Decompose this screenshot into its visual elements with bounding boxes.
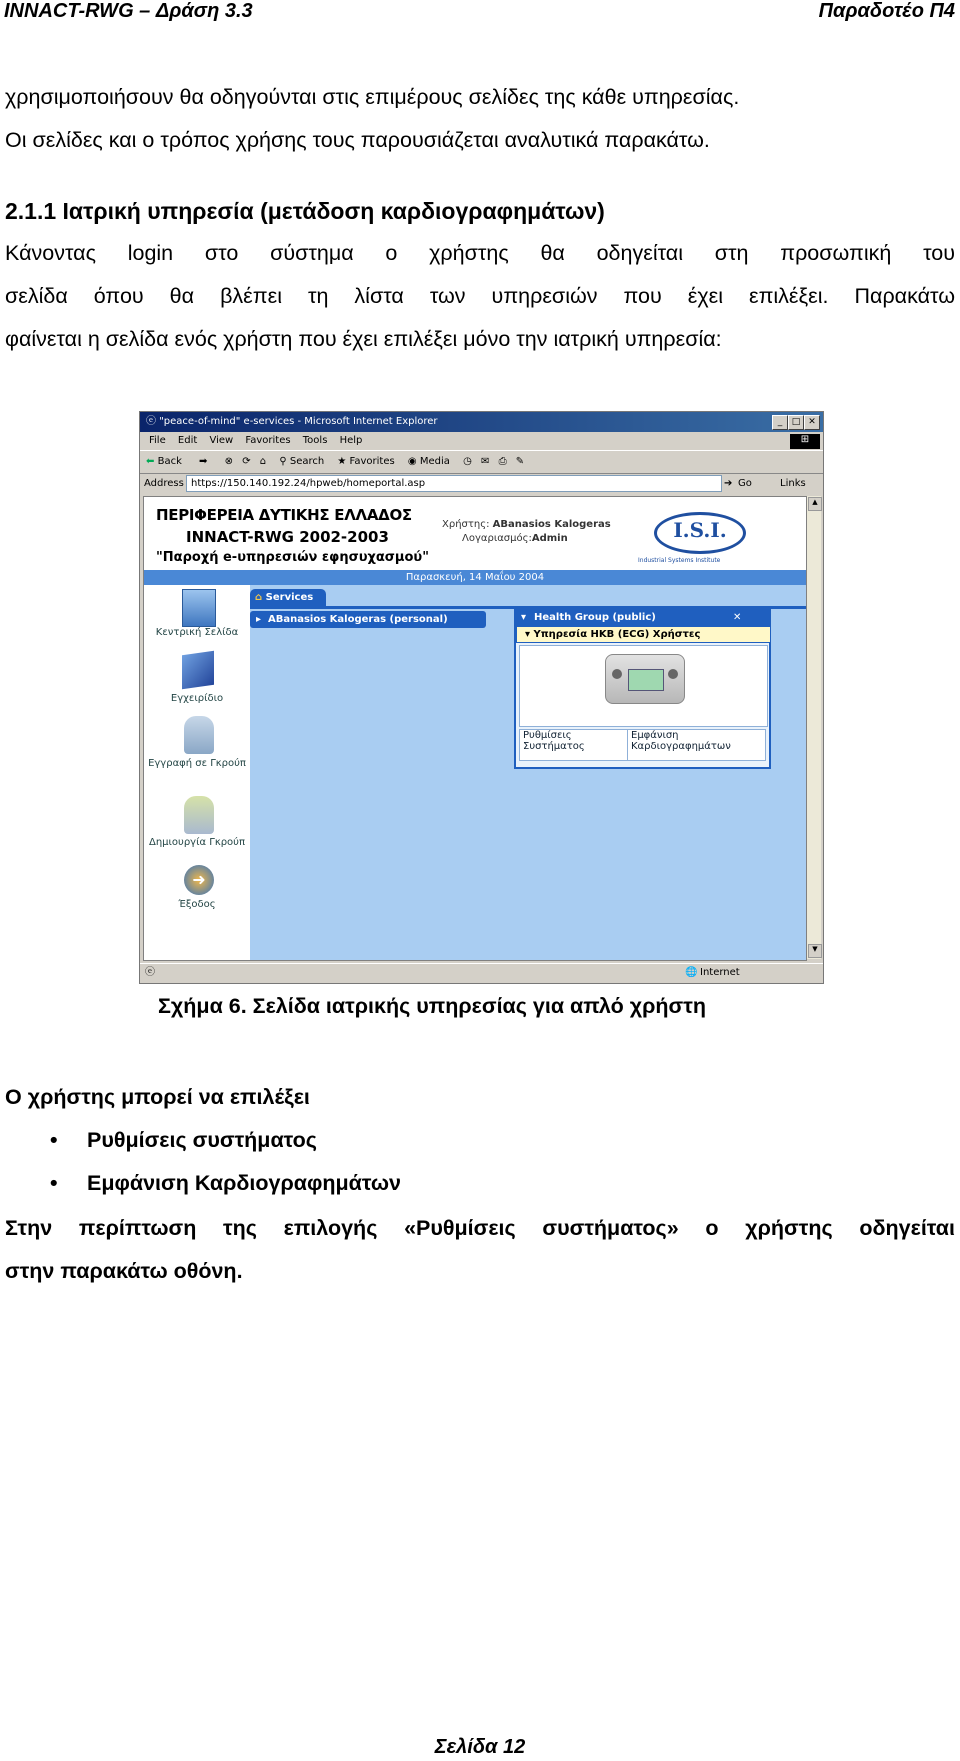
- search-button[interactable]: Search: [289, 456, 325, 467]
- user-info: [442, 519, 611, 530]
- back-arrow-icon[interactable]: ⬅: [146, 456, 155, 467]
- menu-edit[interactable]: Edit: [177, 435, 198, 446]
- menu-help[interactable]: Help: [339, 435, 363, 446]
- address-label: Address: [144, 478, 184, 489]
- ecg-knob-right: [668, 669, 678, 679]
- media-icon: ◉: [407, 456, 417, 467]
- vertical-scrollbar[interactable]: [807, 496, 821, 959]
- page-content: [143, 496, 807, 961]
- scroll-up-icon[interactable]: ▲: [808, 497, 822, 511]
- sidebar-item-home[interactable]: Κεντρική Σελίδα: [155, 627, 239, 638]
- services-tab[interactable]: [250, 589, 326, 606]
- menu-file[interactable]: File: [149, 435, 166, 446]
- bullet-item-1: Ρυθμίσεις συστήματος: [87, 1128, 317, 1152]
- bullet-marker-1: •: [50, 1128, 58, 1152]
- go-arrow-icon: ➔: [724, 478, 733, 489]
- system-settings-link[interactable]: Ρυθμίσεις Συστήματος: [519, 729, 628, 761]
- sidebar-item-manual[interactable]: Εγχειρίδιο: [170, 693, 224, 704]
- ecg-device-icon: [605, 654, 685, 704]
- user-label: Χρήστης:: [442, 519, 490, 530]
- menu-favorites[interactable]: Favorites: [245, 435, 291, 446]
- isi-logo: I.S.I.: [654, 512, 746, 554]
- intro-line-1: χρησιμοποιήσουν θα οδηγούνται στις επιμέρους σελίδες της κάθε υπηρεσίας.: [5, 85, 740, 109]
- menu-bar: [140, 432, 823, 450]
- bullet-marker-2: •: [50, 1171, 58, 1195]
- close-icon[interactable]: ✕: [804, 415, 820, 430]
- exit-icon[interactable]: ➜: [184, 865, 214, 895]
- forward-arrow-icon[interactable]: ➡: [199, 456, 208, 467]
- ecg-service-title: Υπηρεσία ΗΚΒ (ECG) Χρήστες: [533, 629, 701, 640]
- address-input[interactable]: https://150.140.192.24/hpweb/homeportal.asp: [186, 475, 722, 492]
- account-info: [462, 533, 568, 544]
- scroll-down-icon[interactable]: ▼: [808, 944, 822, 958]
- history-icon[interactable]: ◷: [463, 456, 472, 467]
- banner-tagline: "Παροχή e-υπηρεσιών εφησυχασμού": [156, 550, 429, 565]
- sidebar-item-create-group[interactable]: Δημιουργία Γκρούπ: [149, 837, 245, 848]
- print-icon[interactable]: ⎙: [498, 456, 507, 467]
- ecg-screen: [628, 669, 664, 691]
- health-group-header[interactable]: [516, 609, 769, 626]
- figure-browser-screenshot: [139, 411, 824, 984]
- user-name: ABanasios Kalogeras: [492, 519, 611, 530]
- health-group-title: Health Group (public): [534, 612, 656, 623]
- stop-icon[interactable]: ⊗: [224, 456, 234, 467]
- panel-close-icon[interactable]: ✕: [733, 612, 742, 623]
- mail-icon[interactable]: ✉: [480, 456, 490, 467]
- section-line-1: Κάνοντας login στο σύστημα ο χρήστης θα οδηγείται στη προσωπική του: [5, 241, 955, 265]
- ecg-arrow-icon: ▾: [525, 629, 534, 640]
- personal-service-label: ABanasios Kalogeras (personal): [268, 614, 448, 625]
- home-icon: ⌂: [255, 592, 263, 603]
- section-heading: 2.1.1 Ιατρική υπηρεσία (μετάδοση καρδιογραφημάτων): [5, 198, 605, 224]
- favorites-button[interactable]: Favorites: [349, 456, 395, 467]
- menu-view[interactable]: View: [209, 435, 234, 446]
- account-name: Admin: [531, 533, 568, 544]
- window-title: "peace-of-mind" e-services - Microsoft Internet Explorer: [159, 416, 438, 427]
- manual-book-icon[interactable]: [182, 651, 214, 689]
- internet-zone-icon: 🌐: [685, 967, 698, 978]
- edit-icon[interactable]: ✎: [515, 456, 525, 467]
- account-label: Λογαριασμός:: [462, 533, 532, 544]
- banner-region: ΠΕΡΙΦΕΡΕΙΑ ΔΥΤΙΚΗΣ ΕΛΛΑΔΟΣ: [156, 506, 412, 524]
- section-line-2: σελίδα όπου θα βλέπει τη λίστα των υπηρεσιών που έχει επιλέξει. Παρακάτω: [5, 284, 955, 308]
- expand-arrow-icon: ▸: [256, 614, 262, 625]
- sidebar-item-join-group[interactable]: Εγγραφή σε Γκρούπ: [148, 758, 246, 769]
- options-intro: Ο χρήστης μπορεί να επιλέξει: [5, 1085, 310, 1109]
- show-ecg-link[interactable]: Εμφάνιση Καρδιογραφημάτων: [627, 729, 766, 761]
- services-tab-label: Services: [265, 592, 314, 603]
- search-icon: ⚲: [279, 456, 287, 467]
- health-group-panel: [514, 607, 771, 769]
- header-deliverable: Παραδοτέο Π4: [818, 0, 955, 22]
- banner-project: INNACT-RWG 2002-2003: [186, 528, 389, 546]
- intro-line-2: Οι σελίδες και ο τρόπος χρήσης τους παρουσιάζεται αναλυτικά παρακάτω.: [5, 128, 710, 152]
- group-signup-icon[interactable]: [184, 716, 214, 754]
- ie-icon: ⓔ: [146, 416, 156, 427]
- back-button[interactable]: Back: [157, 456, 182, 467]
- menu-tools[interactable]: Tools: [302, 435, 328, 446]
- isi-logo-subtitle: Industrial Systems Institute: [638, 557, 721, 564]
- header-project: INNACT-RWG – Δράση 3.3: [4, 0, 253, 22]
- bullet-item-2: Εμφάνιση Καρδιογραφημάτων: [87, 1171, 402, 1195]
- minimize-icon[interactable]: _: [772, 415, 788, 430]
- collapse-arrow-icon: ▾: [521, 612, 527, 623]
- status-zone: Internet: [700, 967, 740, 978]
- page-number: Σελίδα 12: [434, 1736, 526, 1758]
- address-bar: [140, 473, 823, 494]
- sidebar: [146, 585, 248, 961]
- refresh-icon[interactable]: ⟳: [242, 456, 251, 467]
- favorites-icon: ★: [337, 456, 347, 467]
- closing-line-2: στην παρακάτω οθόνη.: [5, 1259, 243, 1283]
- status-bar: [140, 963, 823, 982]
- sidebar-item-exit[interactable]: Έξοδος: [178, 899, 216, 910]
- go-button[interactable]: Go: [738, 478, 752, 489]
- windows-logo-icon: ⊞: [790, 434, 820, 449]
- page-status-icon: ⓔ: [145, 967, 155, 978]
- links-button[interactable]: Links: [780, 478, 806, 489]
- window-titlebar: [140, 412, 823, 432]
- personal-service-row[interactable]: [250, 611, 486, 628]
- home-page-icon[interactable]: [182, 589, 216, 627]
- date-bar: Παρασκευή, 14 Μαΐου 2004: [144, 570, 806, 585]
- figure-caption: Σχήμα 6. Σελίδα ιατρικής υπηρεσίας για απλό χρήστη: [158, 994, 706, 1018]
- home-icon[interactable]: ⌂: [259, 456, 267, 467]
- ecg-knob-left: [612, 669, 622, 679]
- closing-line-1: Στην περίπτωση της επιλογής «Ρυθμίσεις συστήματος» ο χρήστης οδηγείται: [5, 1216, 955, 1240]
- maximize-icon[interactable]: □: [788, 415, 804, 430]
- create-group-icon[interactable]: [184, 796, 214, 834]
- media-button[interactable]: Media: [419, 456, 450, 467]
- ecg-device-box: [519, 645, 768, 727]
- ecg-service-header[interactable]: [516, 626, 771, 643]
- toolbar: [140, 450, 823, 474]
- section-line-3: φαίνεται η σελίδα ενός χρήστη που έχει επιλέξει μόνο την ιατρική υπηρεσία:: [5, 327, 722, 351]
